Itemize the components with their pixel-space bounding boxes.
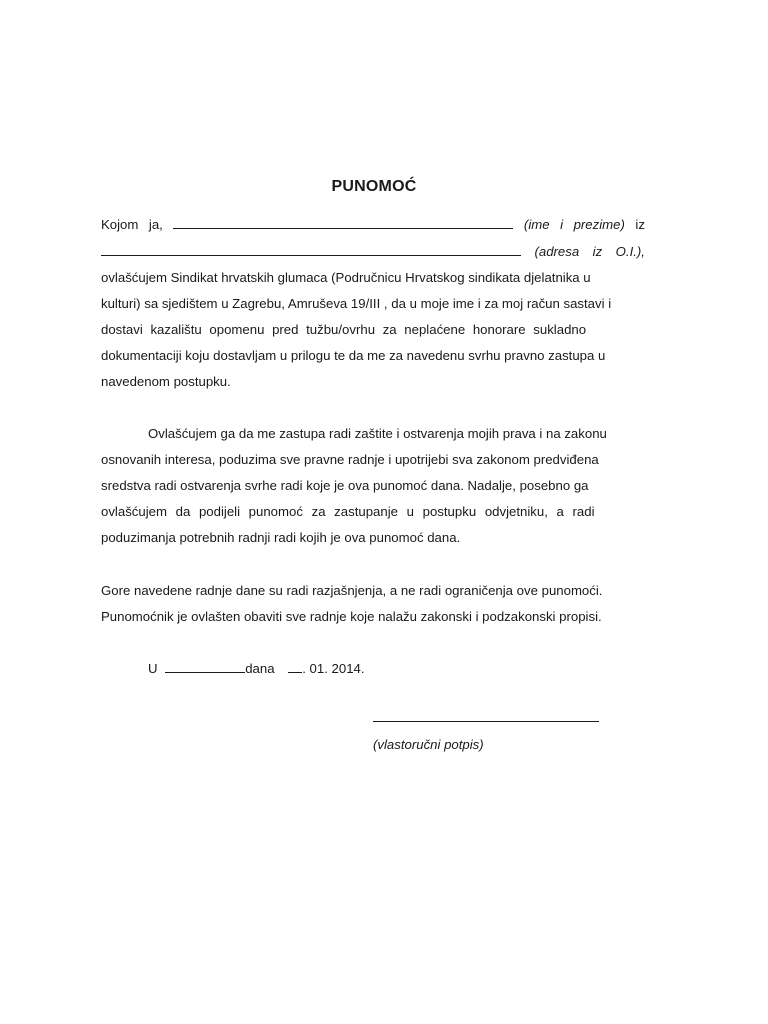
text-line: sredstva radi ostvarenja svrhe radi koje je ova punomoć dana. Nadalje, posebno ga <box>101 478 589 493</box>
text-line: dostavi kazalištu opomenu pred tužbu/ovrhu za neplaćene honorare sukladno <box>101 322 587 337</box>
p2-line-4 <box>101 503 645 520</box>
p2-line-2 <box>101 451 645 468</box>
text-word: Kojom <box>101 217 139 232</box>
text-line: Punomoćnik je ovlašten obaviti sve radnje koje nalažu zakonski i podzakonski propisi. <box>101 609 602 624</box>
name-blank-field[interactable] <box>173 216 513 229</box>
p1-line-4 <box>101 295 645 312</box>
hint-word: (adresa <box>534 244 580 259</box>
p1-line-1 <box>101 216 645 233</box>
p2-line-5 <box>101 529 645 546</box>
p1-line-2 <box>101 243 645 260</box>
text-line: kulturi) sa sjedištem u Zagrebu, Amruševa 19/III , da u moje ime i za moj račun sastavi i <box>101 296 612 311</box>
text-line: ovlašćujem Sindikat hrvatskih glumaca (Područnicu Hrvatskog sindikata djelatnika u <box>101 270 591 285</box>
hint-word: O.I.), <box>615 244 645 259</box>
p1-line-7 <box>101 373 645 390</box>
p1-line-5 <box>101 321 645 338</box>
signature-label: (vlastoručni potpis) <box>373 737 484 752</box>
place-prefix: U <box>148 661 158 676</box>
p1-line-3 <box>101 269 645 286</box>
text-word: iz <box>635 217 645 232</box>
hint-word: iz <box>592 244 603 259</box>
p3-line-2 <box>101 608 645 625</box>
place-blank-field[interactable] <box>165 660 245 673</box>
text-line: ovlašćujem da podijeli punomoć za zastupanje u postupku odvjetniku, a radi <box>101 504 595 519</box>
p3-line-1 <box>101 582 645 599</box>
address-blank-field[interactable] <box>101 243 521 256</box>
text-line: navedenom postupku. <box>101 374 231 389</box>
text-line: dokumentaciji koju dostavljam u prilogu te da me za navedenu svrhu pravno zastupa u <box>101 348 606 363</box>
document-title: PUNOMOĆ <box>331 178 417 195</box>
day-blank-field[interactable] <box>288 660 302 673</box>
text-line: osnovanih interesa, poduzima sve pravne radnje i upotrijebi sva zakonom predviđena <box>101 452 599 467</box>
date-middle: dana <box>245 661 275 676</box>
text-line: Gore navedene radnje dane su radi razjašnjenja, a ne radi ograničenja ove punomoći. <box>101 583 603 598</box>
text-line: poduzimanja potrebnih radnji radi kojih je ova punomoć dana. <box>101 530 461 545</box>
p1-line-6 <box>101 347 645 364</box>
date-line <box>148 660 448 677</box>
hint-word: i <box>560 217 564 232</box>
hint-word: prezime) <box>573 217 625 232</box>
text-word: ja, <box>148 217 163 232</box>
hint-word: (ime <box>523 217 550 232</box>
p2-line-3 <box>101 477 645 494</box>
signature-line[interactable] <box>373 721 599 722</box>
date-suffix: . 01. 2014. <box>302 661 365 676</box>
text-line: Ovlašćujem ga da me zastupa radi zaštite i ostvarenja mojih prava i na zakonu <box>148 426 607 441</box>
p2-line-1 <box>148 425 645 442</box>
